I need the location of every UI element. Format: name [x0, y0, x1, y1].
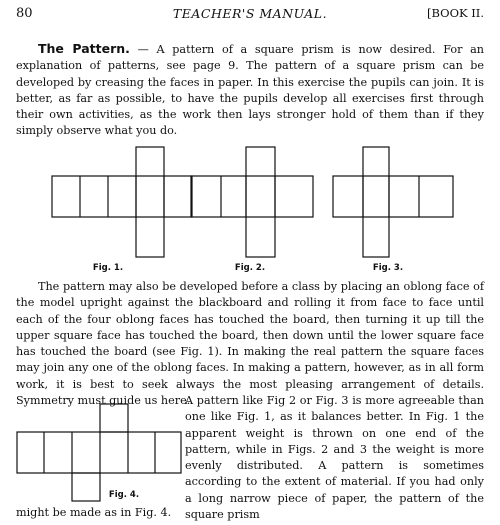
- paragraph-text: — A pattern of a square prism is now desired. For an explanation of patterns, see page 9. The pattern of a square prism can be developed by creasing the faces in paper. In this exercise the pupils can join. It is better, as far as possible, to have the pupils develop all exercises first through their own activities, as the work then lays stronger hold of them than if they simply observe what you do.: [16, 43, 484, 138]
- book-label: [BOOK II.: [427, 6, 484, 20]
- fig2-diagram: [191, 147, 313, 257]
- paragraph-fig4-note: might be made as in Fig. 4.: [16, 506, 172, 519]
- fig1-caption: Fig. 1.: [92, 263, 124, 273]
- fig3-diagram: [333, 147, 453, 257]
- section-lead: The Pattern.: [38, 41, 130, 56]
- fig2-caption: Fig. 2.: [234, 263, 266, 273]
- running-title: TEACHER'S MANUAL.: [172, 6, 328, 21]
- fig3-caption: Fig. 3.: [372, 263, 404, 273]
- fig4-caption: Fig. 4.: [108, 490, 140, 500]
- paragraph-blackboard: The pattern may also be developed before a class by placing an oblong face of the model upright against the blackboard and rolling it from face to face until each of the four oblong faces has touched the board, then turning it up till the upper square face has touched the board, then down until the lower square face has touched the board (see Fig. 1). In making the real pattern the square faces may join any one of the oblong faces. In making a pattern, however, as in all form work, it is best to seek always the most pleasing arrangement of details. Symmetry must guide us here.: [16, 280, 484, 408]
- page-number: 80: [16, 6, 33, 21]
- paragraph-balance: A pattern like Fig 2 or Fig. 3 is more agreeable than one like Fig. 1, as it balances better. In Fig. 1 the apparent weight is thrown on one end of the pattern, while in Figs. 2 and 3 the weight is more evenly distributed. A pattern is sometimes according to the extent of material. If you had only a long narrow piece of paper, the pattern of the square prism: [185, 394, 484, 522]
- fig4-diagram: [17, 404, 181, 501]
- fig1-diagram: [52, 147, 192, 257]
